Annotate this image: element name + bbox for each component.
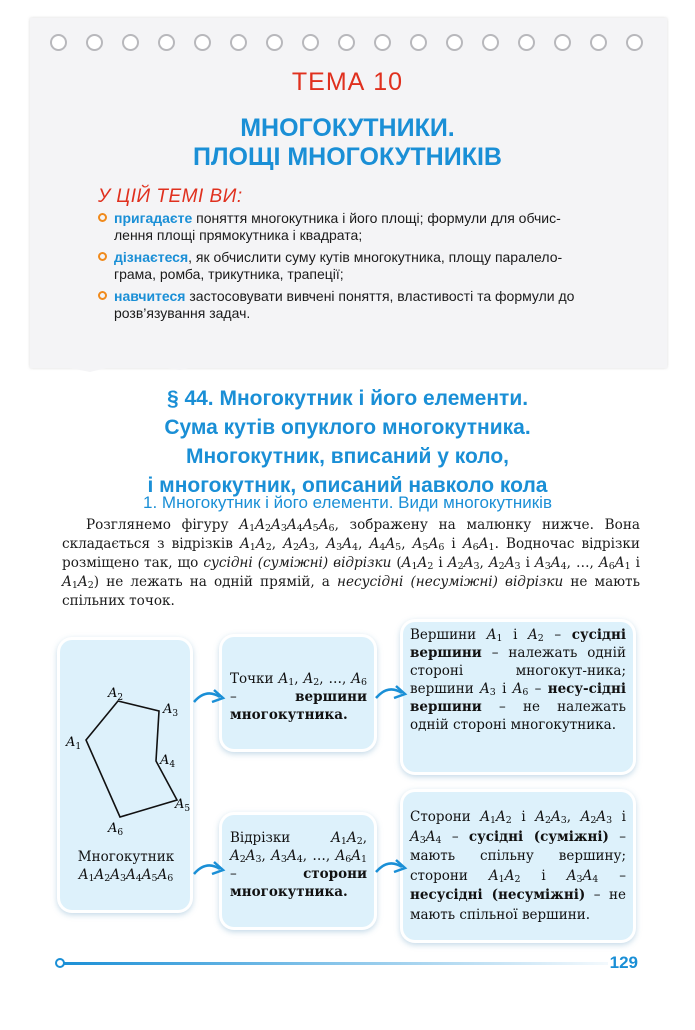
arrow-right-icon (192, 858, 226, 880)
section-title: § 44. Многокутник і його елементи. Сума кутів опуклого многокутника. Многокутник, вписаний у коло, і многокутник, описаний навколо кола (147, 387, 548, 497)
subsection-title: 1. Многокутник і його елементи. Види многокутників (143, 493, 552, 512)
polygon-figure (60, 640, 190, 850)
vertices-def-text: Точки $A_1$, $A_2$, …, $A_6$ – вершини многокутника. (230, 671, 367, 723)
body-paragraph: Розглянемо фігуру $A_1A_2A_3A_4A_5A_6$, зображену на малюнку нижче. Вона складається з відрізків $A_1A_2$, $A_2A_3$, $A_3A_4$, $A_4A_5$, $A_5A_6$ і $A_6A_1$. Водночас відрізки розміщено так, що сусідні (суміжні) відрізки ($A_1A_2$ і $A_2A_3$, $A_2A_3$ і $A_3A_4$, …, $A_6A_1$ і $A_1A_2$) не лежать на одній прямій, а несусідні (несуміжні) відрізки не мають спільних точок. (62, 517, 641, 609)
footer-rule (58, 962, 608, 965)
in-this-topic-heading: У ЦІЙ ТЕМІ ВИ: (98, 186, 243, 207)
polygon-caption: Многокутник $A_1A_2A_3A_4A_5A_6$ (77, 849, 175, 884)
adjacent-sides-text: Сторони $A_1A_2$ і $A_2A_3$, $A_2A_3$ і $A_3A_4$ – сусідні (суміжні) – мають спільну вершину; сторони $A_1A_2$ і $A_3A_4$ – несусідні (несуміжні) – не мають спільної вершини. (410, 809, 626, 923)
goal-item: навчитеся застосовувати вивчені поняття, властивості та формули до розв’язування задач. (98, 288, 598, 322)
topic-title: МНОГОКУТНИКИ. ПЛОЩІ МНОГОКУТНИКІВ (193, 114, 502, 171)
topic-label: ТЕМА 10 (291, 68, 404, 96)
vertex-label: $A_6$ (108, 821, 124, 838)
arrow-right-icon (374, 856, 408, 878)
vertex-label: $A_5$ (175, 797, 190, 814)
torn-edge (30, 338, 667, 378)
binder-holes (50, 34, 670, 64)
vertex-label: $A_3$ (163, 702, 179, 719)
arrow-right-icon (192, 686, 226, 708)
bullet-circle-icon (98, 291, 107, 300)
page-number: 129 (609, 953, 638, 972)
goal-item: пригадаєте поняття многокутника і його площі; формули для обчис-лення площі прямокутника і квадрата; (98, 210, 598, 244)
vertex-label: $A_1$ (66, 735, 82, 752)
footer-circle-icon (55, 958, 65, 968)
sides-def-text: Відрізки $A_1A_2$, $A_2A_3$, $A_3A_4$, …, $A_6A_1$ – сторони многокутника. (230, 830, 367, 900)
vertex-label: $A_2$ (108, 686, 124, 703)
vertex-label: $A_4$ (160, 753, 176, 770)
bullet-circle-icon (98, 252, 107, 261)
bullet-circle-icon (98, 213, 107, 222)
arrow-right-icon (374, 682, 408, 704)
goal-item: дізнаєтеся, як обчислити суму кутів многокутника, площу паралело-грама, ромба, трикутника, трапеції; (98, 249, 598, 283)
adjacent-vertices-text: Вершини $A_1$ і $A_2$ – сусідні вершини – належать одній стороні многокут-ника; вершини $A_3$ і $A_6$ – несу-сідні вершини – не належать одній стороні многокутника. (410, 627, 627, 733)
